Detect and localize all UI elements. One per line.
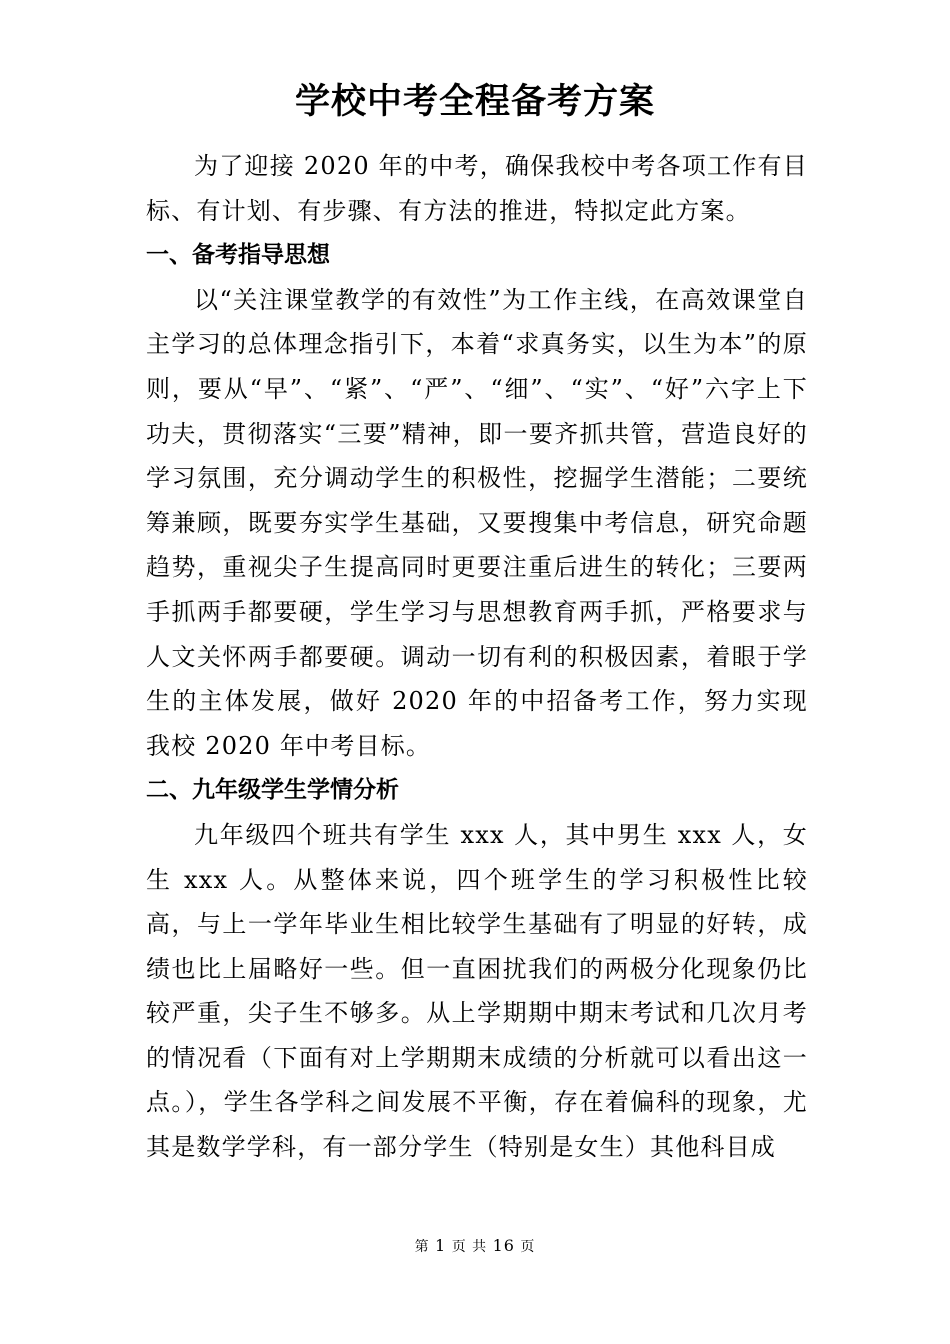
document-body — [146, 144, 808, 1170]
document-title: 学校中考全程备考方案 — [294, 82, 655, 122]
footer-suffix: 页 — [520, 1239, 536, 1255]
footer-total-pages: 16 — [492, 1236, 515, 1255]
section-paragraph-student-analysis: 九年级四个班共有学生 xxx 人，其中男生 xxx 人，女生 xxx 人。从整体来说，四个班学生的学习积极性比较高，与上一学年毕业生相比较学生基础有了明显的好转，成绩也比上届略好一些。但一直困扰我们的两极分化现象仍比较严重，尖子生不够多。从上学期期中期末考试和几次月考的情况看（下面有对上学期期末成绩的分析就可以看出这一点。），学生各学科之间发展不平衡，存在着偏科的现象，尤其是数学学科，有一部分学生（特别是女生）其他科目成 — [146, 820, 808, 1162]
page-footer — [0, 1236, 950, 1257]
footer-prefix: 第 — [414, 1239, 430, 1255]
section-heading-guiding-ideology: 一、备考指导思想 — [146, 242, 330, 269]
footer-current-page: 1 — [435, 1236, 447, 1255]
intro-paragraph: 为了迎接 2020 年的中考，确保我校中考各项工作有目标、有计划、有步骤、有方法的推进，特拟定此方案。 — [146, 152, 808, 225]
footer-middle: 页 共 — [451, 1239, 488, 1255]
section-paragraph-guiding-ideology: 以“关注课堂教学的有效性”为工作主线，在高效课堂自主学习的总体理念指引下，本着“求真务实，以生为本”的原则，要从“早”、“紧”、“严”、“细”、“实”、“好”六字上下功夫，贯彻落实“三要”精神，即一要齐抓共管，营造良好的学习氛围，充分调动学生的积极性，挖掘学生潜能；二要统筹兼顾，既要夯实学生基础，又要搜集中考信息，研究命题趋势，重视尖子生提高同时更要注重后进生的转化；三要两手抓两手都要硬，学生学习与思想教育两手抓，严格要求与人文关怀两手都要硬。调动一切有利的积极因素，着眼于学生的主体发展，做好 2020 年的中招备考工作，努力实现我校 2020 年中考目标。 — [146, 285, 808, 760]
section-heading-student-analysis: 二、九年级学生学情分析 — [146, 777, 399, 804]
